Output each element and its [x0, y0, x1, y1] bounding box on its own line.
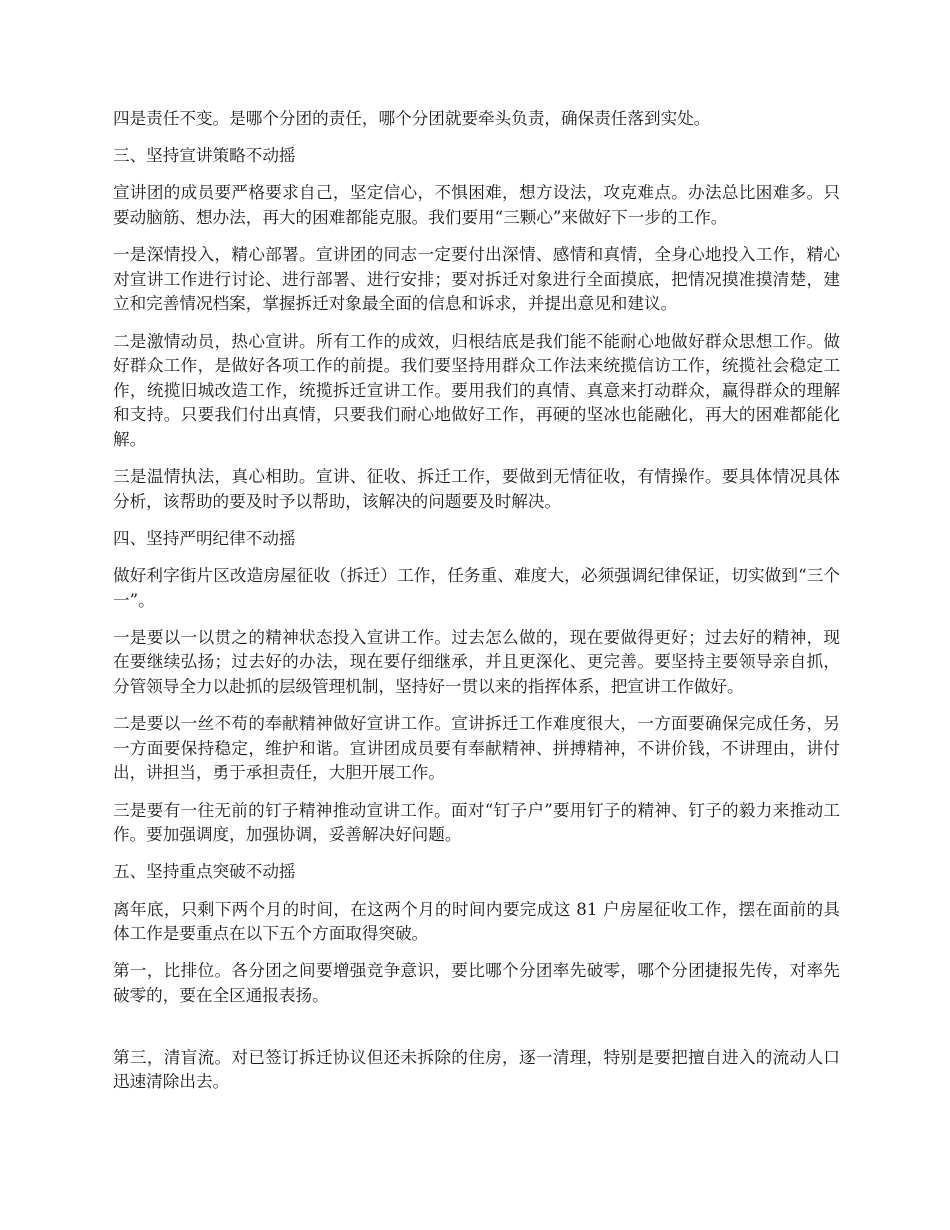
document-body [113, 107, 840, 1095]
blank-gap [113, 1009, 840, 1046]
paragraph-strategy-intro: 宣讲团的成员要严格要求自己，坚定信心，不惧困难，想方设法，攻克难点。办法总比困难多。只要动脑筋、想办法，再大的困难都能克服。我们要用“三颗心”来做好下一步的工作。 [113, 183, 840, 227]
paragraph-discipline-intro: 做好利字街片区改造房屋征收（拆迁）工作，任务重、难度大，必须强调纪律保证，切实做到“三个一”。 [113, 566, 840, 610]
paragraph-responsibility: 四是责任不变。是哪个分团的责任，哪个分团就要牵头负责，确保责任落到实处。 [113, 109, 711, 128]
section-heading-five: 五、坚持重点突破不动摇 [113, 862, 296, 882]
section-heading-four: 四、坚持严明纪律不动摇 [113, 528, 296, 548]
section-heading-three: 三、坚持宣讲策略不动摇 [113, 146, 296, 166]
paragraph-year-end: 离年底，只剩下两个月的时间，在这两个月的时间内要完成这 81 户房屋征收工作，摆在面前的具体工作是要重点在以下五个方面取得突破。 [113, 899, 840, 944]
paragraph-consistent-spirit: 一是要以一以贯之的精神状态投入宣讲工作。过去怎么做的，现在要做得更好；过去好的精神，现在要继续弘扬；过去好的办法，现在要仔细继承，并且更深化、更完善。要坚持主要领导亲自抓，分管领导全力以赴抓的层级管理机制，坚持好一贯以来的指挥体系，把宣讲工作做好。 [113, 627, 840, 697]
paragraph-warm-enforcement: 三是温情执法，真心相助。宣讲、征收、拆迁工作，要做到无情征收，有情操作。要具体情况具体分析，该帮助的要及时予以帮助，该解决的问题要及时解决。 [113, 467, 840, 511]
paragraph-passionate-mobilization: 二是激情动员，热心宣讲。所有工作的成效，归根结底是我们能不能耐心地做好群众思想工作。做好群众工作，是做好各项工作的前提。我们要坚持用群众工作法来统揽信访工作，统揽社会稳定工作，统揽旧城改造工作，统揽拆迁宣讲工作。要用我们的真情、真意来打动群众，赢得群众的理解和支持。只要我们付出真情，只要我们耐心地做好工作，再硬的坚冰也能融化，再大的困难都能化解。 [113, 331, 840, 449]
paragraph-deep-commitment: 一是深情投入，精心部署。宣讲团的同志一定要付出深情、感情和真情，全身心地投入工作，精心对宣讲工作进行讨论、进行部署、进行安排；要对拆迁对象进行全面摸底，把情况摸准摸清楚，建立和完善情况档案，掌握拆迁对象最全面的信息和诉求，并提出意见和建议。 [113, 245, 840, 314]
paragraph-dedication: 二是要以一丝不苟的奉献精神做好宣讲工作。宣讲拆迁工作难度很大，一方面要确保完成任务，另一方面要保持稳定，维护和谐。宣讲团成员要有奉献精神、拼搏精神，不讲价钱，不讲理由，讲付出，讲担当，勇于承担责任，大胆开展工作。 [113, 714, 840, 783]
paragraph-ranking: 第一，比排位。各分团之间要增强竞争意识，要比哪个分团率先破零，哪个分团捷报先传，对率先破零的，要在全区通报表扬。 [113, 961, 840, 1005]
paragraph-clear-transients: 第三，清盲流。对已签订拆迁协议但还未拆除的住房，逐一清理，特别是要把擅自进入的流动人口迅速清除出去。 [113, 1047, 840, 1092]
paragraph-nail-spirit: 三是要有一往无前的钉子精神推动宣讲工作。面对“钉子户”要用钉子的精神、钉子的毅力来推动工作。要加强调度，加强协调，妥善解决好问题。 [113, 800, 840, 845]
